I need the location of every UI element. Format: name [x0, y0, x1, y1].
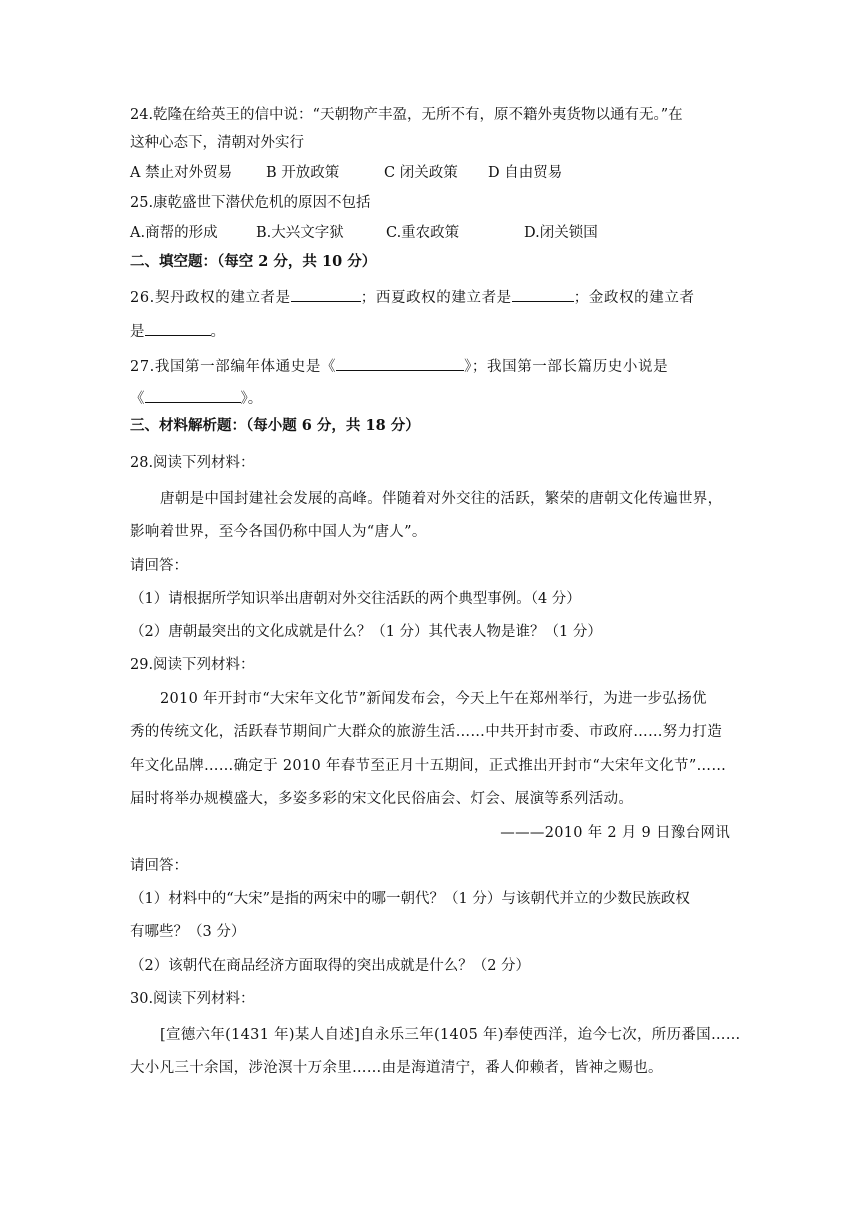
q25-option-b: B.大兴文字狱	[256, 225, 344, 241]
q26-part2: ；西夏政权的建立者是	[360, 290, 512, 306]
q29-source: ———2010 年 2 月 9 日豫台网讯	[500, 825, 730, 841]
q25-options	[130, 223, 598, 243]
q27-part2: 》；我国第一部长篇历史小说是	[464, 359, 669, 375]
q27-blank-1[interactable]	[336, 356, 464, 371]
q24-option-b: B 开放政策	[266, 165, 340, 181]
q27-part1: 27.我国第一部编年体通史是《	[130, 359, 337, 375]
q28-sub2: （2）唐朝最突出的文化成就是什么？（1 分）其代表人物是谁？（1 分）	[130, 624, 602, 640]
q27-line1	[130, 356, 668, 377]
section3-title: 三、材料解析题：（每小题 6 分，共 18 分）	[130, 417, 420, 434]
q29-material-line2: 秀的传统文化，活跃春节期间广大群众的旅游生活……中共开封市委、市政府……努力打造	[130, 724, 722, 740]
q25-option-d: D.闭关锁国	[524, 225, 598, 241]
q24-option-c: C 闭关政策	[384, 165, 458, 181]
q26-blank-3[interactable]	[145, 321, 211, 336]
q26-blank-2[interactable]	[512, 287, 574, 302]
q28-ask: 请回答：	[130, 558, 188, 574]
q29-sub2: （2）该朝代在商品经济方面取得的突出成就是什么？（2 分）	[130, 958, 531, 974]
q28-material-line1: 唐朝是中国封建社会发展的高峰。伴随着对外交往的活跃，繁荣的唐朝文化传遍世界，	[160, 491, 723, 507]
q30-material-line2: 大小凡三十余国，涉沧溟十万余里……由是海道清宁，番人仰赖者，皆神之赐也。	[130, 1060, 663, 1076]
q26-part3: ；金政权的建立者	[573, 290, 695, 306]
q29-ask: 请回答：	[130, 858, 188, 874]
q24-option-a: A 禁止对外贸易	[130, 165, 233, 181]
section2-title: 二、填空题：（每空 2 分，共 10 分）	[130, 253, 377, 270]
q30-material-line1: [宣德六年(1431 年)某人自述]自永乐三年(1405 年)奉使西洋，迨今七次，所历番国……	[160, 1027, 741, 1043]
q29-material-line3: 年文化品牌……确定于 2010 年春节至正月十五期间，正式推出开封市“大宋年文化节”……	[130, 758, 727, 774]
q30-intro: 30.阅读下列材料：	[130, 991, 255, 1007]
q27-blank-2[interactable]	[145, 388, 241, 403]
q25-option-c: C.重农政策	[386, 225, 460, 241]
q26-blank-1[interactable]	[291, 287, 361, 302]
q24-option-d: D 自由贸易	[488, 165, 563, 181]
q26-line1	[130, 287, 695, 308]
q24-stem-line1: 24.乾隆在给英王的信中说：“天朝物产丰盈，无所不有，原不籍外夷货物以通有无。”在	[130, 107, 683, 123]
q26-part4: 是	[130, 324, 145, 340]
q28-intro: 28.阅读下列材料：	[130, 455, 255, 471]
q26-line2	[130, 321, 225, 342]
q29-intro: 29.阅读下列材料：	[130, 657, 255, 673]
q29-sub1-line2: 有哪些？（3 分）	[130, 924, 246, 940]
q25-stem: 25.康乾盛世下潜伏危机的原因不包括	[130, 195, 371, 211]
q24-stem-line2: 这种心态下，清朝对外实行	[130, 135, 304, 151]
q28-material-line2: 影响着世界，至今各国仍称中国人为“唐人”。	[130, 524, 427, 540]
q27-line2	[130, 388, 262, 409]
q26-part5: 。	[210, 324, 225, 340]
q27-part4: 》。	[240, 391, 263, 407]
q28-sub1: （1）请根据所学知识举出唐朝对外交往活跃的两个典型事例。（4 分）	[130, 591, 581, 607]
q29-sub1-line1: （1）材料中的“大宋”是指的两宋中的哪一朝代？（1 分）与该朝代并立的少数民族政权	[130, 891, 690, 907]
q25-option-a: A.商帮的形成	[130, 225, 218, 241]
q29-material-line1: 2010 年开封市“大宋年文化节”新闻发布会，今天上午在郑州举行，为进一步弘扬优	[160, 691, 707, 707]
q27-part3: 《	[130, 391, 145, 407]
q24-options	[130, 163, 562, 183]
q26-part1: 26.契丹政权的建立者是	[130, 290, 291, 306]
q29-material-line4: 届时将举办规模盛大，多姿多彩的宋文化民俗庙会、灯会、展演等系列活动。	[130, 791, 634, 807]
